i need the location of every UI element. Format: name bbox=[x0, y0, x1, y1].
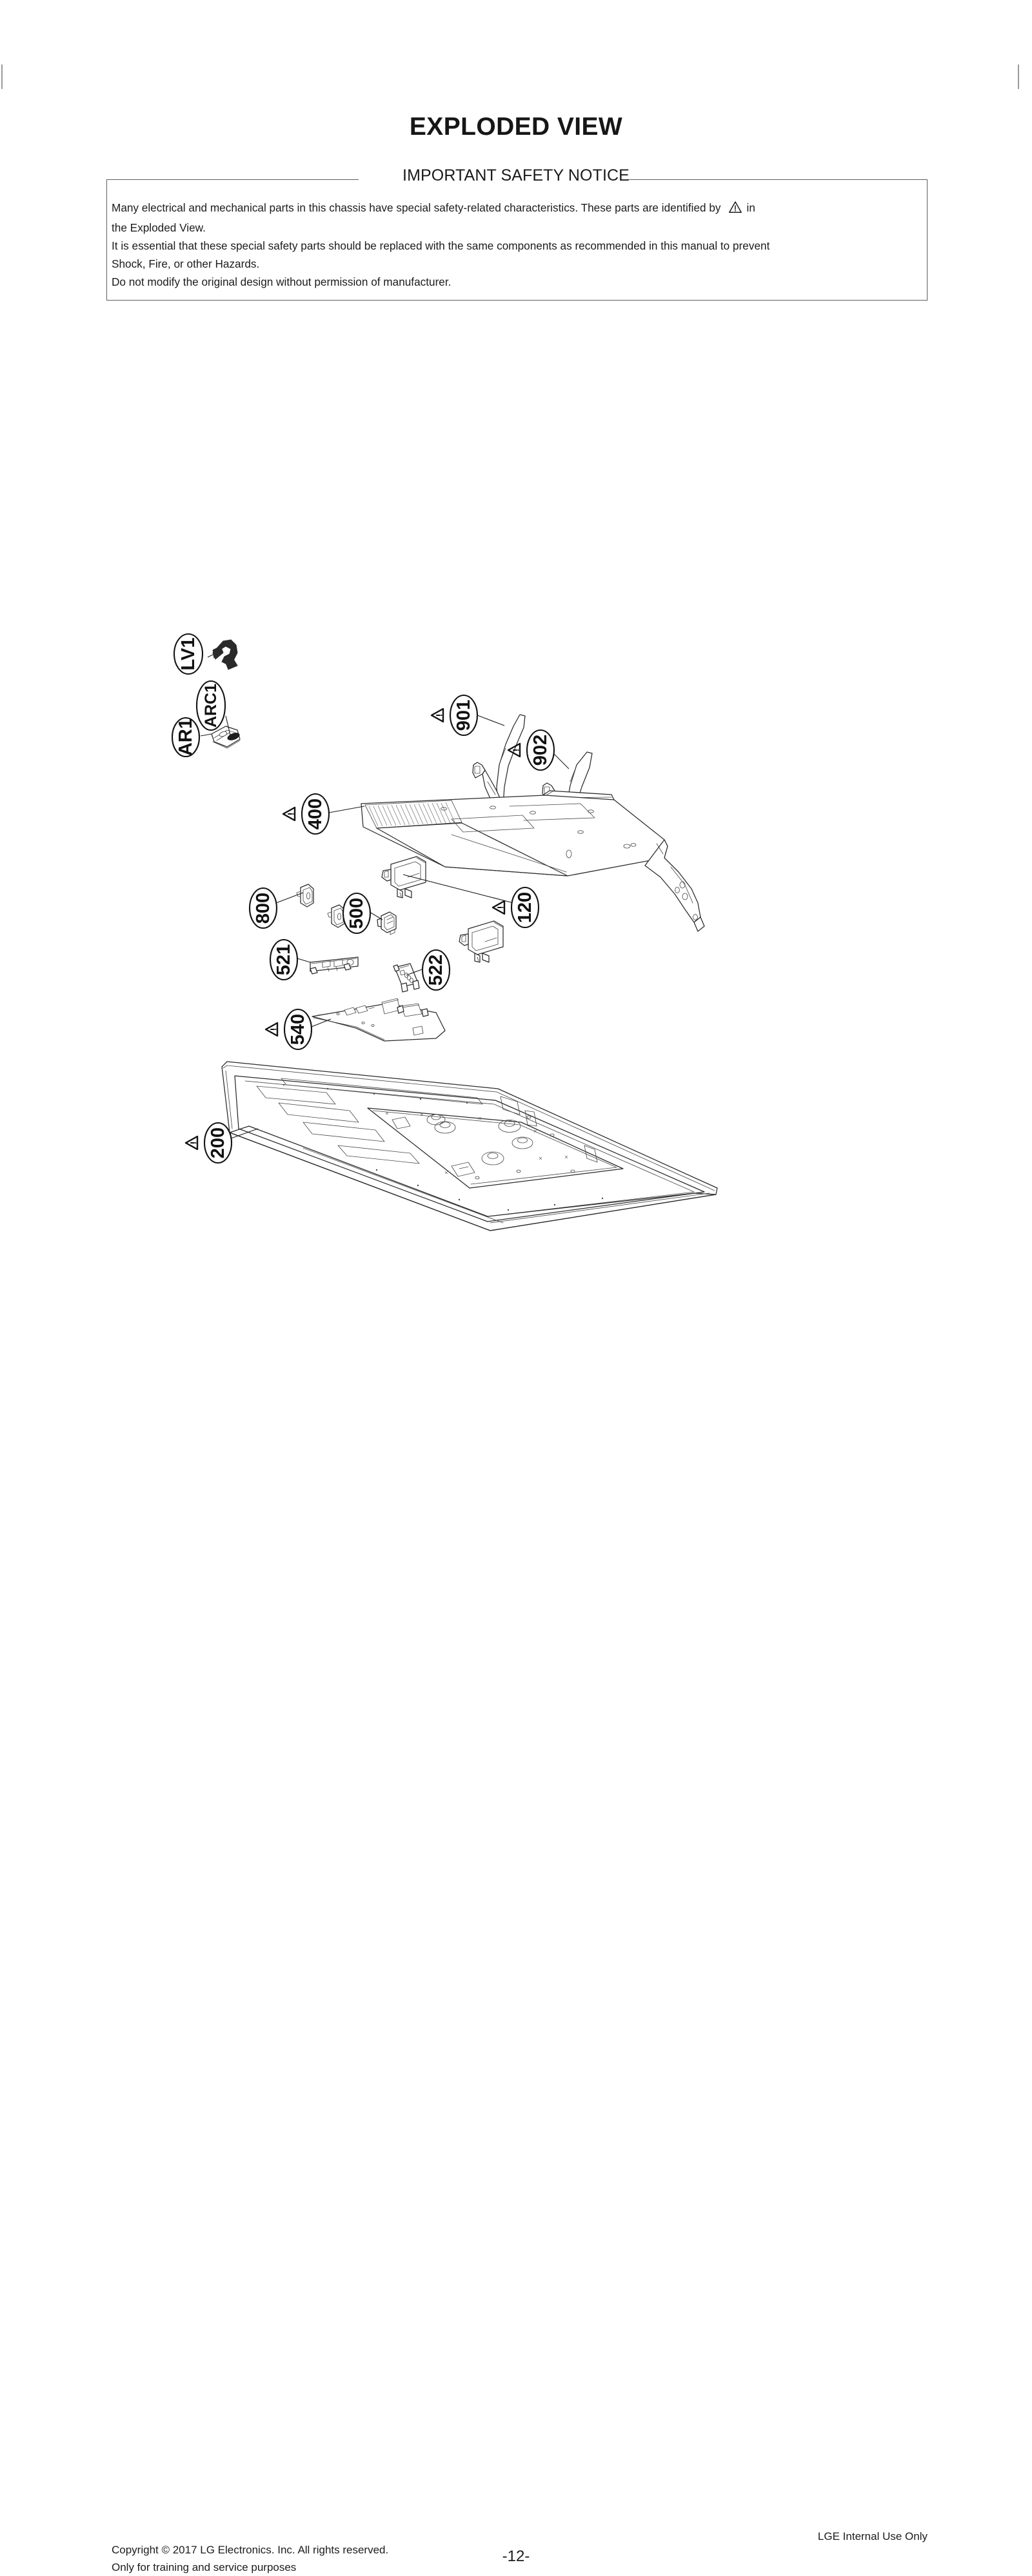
safety-paragraph-4: Shock, Fire, or other Hazards. bbox=[112, 257, 260, 270]
callout-leader-line bbox=[403, 875, 513, 903]
callout-leader-line bbox=[276, 893, 303, 903]
safety-paragraph-5: Do not modify the original design without permission of manufacturer. bbox=[112, 275, 452, 288]
safety-paragraph-1-text: Many electrical and mechanical parts in this chassis have special safety-related characteristics. These parts are identified by bbox=[112, 201, 721, 214]
callout-500 bbox=[343, 893, 382, 933]
callout-leader-line bbox=[553, 753, 569, 769]
callout-901 bbox=[432, 695, 504, 735]
callout-leader-line bbox=[312, 1019, 331, 1027]
part-ir-sensor-arm bbox=[212, 726, 241, 748]
copyright-notice: Copyright © 2017 LG Electronics. Inc. All rights reserved. Only for training and service purposes bbox=[112, 2544, 389, 2573]
callout-LV1 bbox=[174, 634, 213, 674]
part-main-pcb bbox=[312, 998, 445, 1041]
callout-label: 400 bbox=[305, 798, 326, 830]
safety-warning-triangle bbox=[283, 807, 295, 820]
part-lcd-module bbox=[222, 1062, 717, 1231]
safety-warning-triangle bbox=[186, 1136, 197, 1149]
safety-warning-triangle bbox=[266, 1023, 277, 1036]
safety-warning-triangle bbox=[493, 901, 504, 914]
callout-leader-line bbox=[201, 734, 212, 736]
part-speaker-pair bbox=[382, 857, 503, 962]
page-number: -12- bbox=[502, 2548, 530, 2565]
callout-label: 800 bbox=[253, 892, 273, 924]
callout-leader-line bbox=[477, 715, 504, 726]
callout-label: ARC1 bbox=[202, 683, 220, 728]
scan-registration-mark-left bbox=[1, 64, 3, 89]
part-jack-pcb bbox=[393, 964, 419, 992]
scan-registration-mark-right bbox=[1018, 64, 1019, 89]
safety-paragraph-1-tail: in bbox=[746, 201, 755, 214]
callout-leader-line bbox=[208, 655, 213, 657]
safety-warning-triangle bbox=[432, 709, 443, 722]
safety-notice-legend: IMPORTANT SAFETY NOTICE bbox=[402, 166, 630, 184]
callout-label: LV1 bbox=[178, 637, 199, 671]
part-screw-bracket-pair bbox=[297, 884, 344, 927]
callout-label: 200 bbox=[208, 1127, 228, 1159]
callout-label: AR1 bbox=[175, 718, 196, 757]
callout-400 bbox=[283, 794, 364, 834]
safety-paragraph-1 bbox=[112, 199, 921, 219]
callout-800 bbox=[250, 888, 303, 928]
internal-use-notice: LGE Internal Use Only bbox=[817, 2530, 928, 2542]
safety-paragraph-3: It is essential that these special safety parts should be replaced with the same components as recommended in this manual to prevent bbox=[112, 239, 770, 252]
callout-leader-line bbox=[329, 806, 364, 813]
callout-label: 901 bbox=[453, 699, 474, 731]
callout-leader-line bbox=[370, 912, 382, 920]
callout-label: 540 bbox=[288, 1013, 308, 1045]
part-cable-lvds bbox=[213, 640, 237, 669]
callout-521 bbox=[270, 940, 310, 980]
callout-label: 500 bbox=[346, 897, 367, 929]
callout-label: 120 bbox=[515, 891, 535, 924]
callout-leader-line bbox=[297, 958, 310, 962]
exploded-diagram-canvas bbox=[0, 361, 1032, 1225]
safety-paragraph-2: the Exploded View. bbox=[112, 221, 206, 234]
callout-label: 522 bbox=[426, 954, 446, 986]
callout-540 bbox=[266, 1009, 331, 1049]
warning-triangle-icon bbox=[728, 201, 742, 219]
exploded-view-diagram bbox=[0, 361, 1032, 1225]
page-title: EXPLODED VIEW bbox=[409, 113, 623, 141]
part-button-pcb bbox=[310, 957, 358, 974]
page-footer bbox=[0, 1267, 1032, 2573]
callout-label: 521 bbox=[273, 944, 294, 976]
callout-label: 902 bbox=[530, 734, 551, 766]
part-connector-block bbox=[377, 912, 396, 935]
safety-notice-text bbox=[112, 199, 921, 291]
